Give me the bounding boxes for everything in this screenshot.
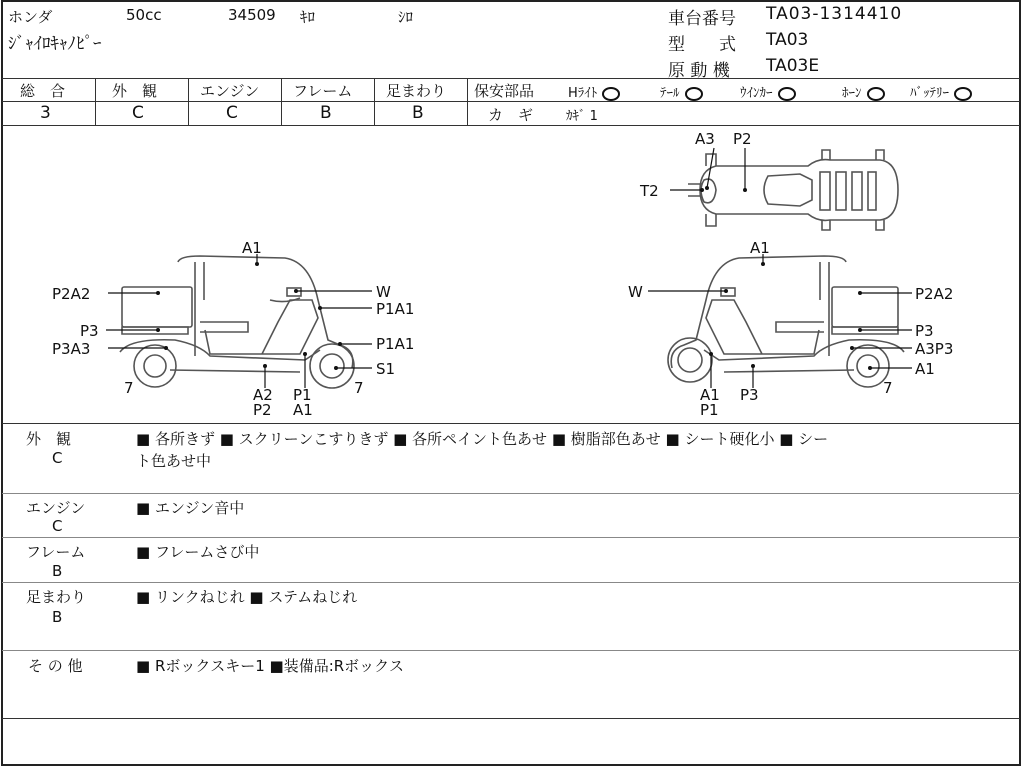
divider — [2, 423, 1020, 424]
chassis-label: 車台番号 — [668, 9, 736, 29]
safety-item-horn: ﾎｰﾝ — [842, 82, 885, 101]
note-label-engine: エンジン — [26, 499, 86, 517]
color: ｼﾛ — [398, 8, 414, 26]
note-grade-exterior: C — [52, 449, 63, 467]
callout-right: W — [628, 283, 643, 301]
note-text-exterior-cont: ト色あせ中 — [136, 452, 212, 470]
note-text-exterior: ■ 各所きず ■ スクリーンこすりきず ■ 各所ペイント色あせ ■ 樹脂部色あせ ■ シート硬化小 ■ シー — [136, 430, 829, 448]
note-label-suspension: 足まわり — [26, 588, 87, 606]
overall-value: 3 — [40, 103, 51, 123]
callout-left: P3 — [80, 322, 99, 340]
callout-right: P1 — [700, 401, 719, 419]
divider — [2, 650, 1020, 651]
mileage: 34509 — [228, 6, 276, 24]
callout-left: 7 — [354, 379, 364, 397]
maker: ホンダ — [8, 8, 53, 26]
note-text-suspension: ■ リンクねじれ ■ ステムねじれ — [136, 588, 358, 606]
note-text-frame: ■ フレームさび中 — [136, 543, 260, 561]
exterior-label: 外 観 — [112, 82, 158, 100]
callout-left: A1 — [242, 239, 262, 257]
callout-top-p2: P2 — [733, 130, 752, 148]
suspension-grade: B — [412, 103, 424, 123]
callout-right: A3P3 — [915, 340, 954, 358]
safety-item-battery: ﾊﾞｯﾃﾘｰ — [910, 82, 972, 101]
divider — [2, 718, 1020, 719]
callout-top-t2: T2 — [640, 182, 659, 200]
callout-left: S1 — [376, 360, 396, 378]
callout-left: A1 — [293, 401, 313, 419]
engine-label: 原 動 機 — [668, 61, 730, 81]
callout-right: 7 — [883, 379, 893, 397]
divider — [2, 537, 1020, 538]
safety-item-tail: ﾃｰﾙ — [660, 82, 703, 101]
engine-value: TA03E — [766, 56, 820, 76]
callout-left: P3A3 — [52, 340, 91, 358]
callout-right: A1 — [700, 386, 720, 404]
engine-grade: C — [226, 103, 238, 123]
note-text-engine: ■ エンジン音中 — [136, 499, 245, 517]
type-value: TA03 — [766, 30, 809, 50]
callout-left: P2A2 — [52, 285, 91, 303]
callout-right: A1 — [915, 360, 935, 378]
callout-right: P3 — [740, 386, 759, 404]
safety-label: 保安部品 — [474, 82, 535, 100]
callout-left: W — [376, 283, 391, 301]
callout-left: A2 — [253, 386, 273, 404]
note-label-exterior: 外 観 — [26, 430, 72, 448]
callout-left: P1A1 — [376, 300, 415, 318]
safety-item-headlight: Hﾗｲﾄ — [568, 82, 620, 101]
key-label: カ ギ — [488, 106, 534, 124]
note-text-other: ■ Rボックスキー1 ■装備品:Rボックス — [136, 657, 405, 675]
callout-top-a3: A3 — [695, 130, 715, 148]
note-grade-frame: B — [52, 562, 63, 580]
key-value: ｶｷﾞ 1 — [566, 109, 598, 124]
type-label: 型 式 — [668, 35, 736, 55]
safety-item-winker: ｳｲﾝｶｰ — [740, 82, 796, 101]
exterior-grade: C — [132, 103, 144, 123]
overall-label: 総 合 — [20, 82, 66, 100]
model-name: ｼﾞｬｲﾛｷｬﾉﾋﾟｰ — [8, 34, 102, 54]
engine-grade-label: エンジン — [200, 82, 260, 100]
note-label-other: そ の 他 — [28, 657, 83, 675]
note-label-frame: フレーム — [26, 543, 86, 561]
note-grade-suspension: B — [52, 608, 63, 626]
callout-left: 7 — [124, 379, 134, 397]
callout-right: P3 — [915, 322, 934, 340]
frame-grade: B — [320, 103, 332, 123]
callout-left: P2 — [253, 401, 272, 419]
divider — [2, 582, 1020, 583]
note-grade-engine: C — [52, 517, 63, 535]
callout-left: P1A1 — [376, 335, 415, 353]
mileage-unit: ｷﾛ — [300, 8, 316, 26]
callout-right: A1 — [750, 239, 770, 257]
callout-left: P1 — [293, 386, 312, 404]
chassis-value: TA03-1314410 — [766, 4, 903, 24]
frame-label: フレーム — [293, 82, 353, 100]
callout-right: P2A2 — [915, 285, 954, 303]
displacement: 50cc — [126, 6, 162, 24]
suspension-label: 足まわり — [386, 82, 447, 100]
divider — [2, 493, 1020, 494]
